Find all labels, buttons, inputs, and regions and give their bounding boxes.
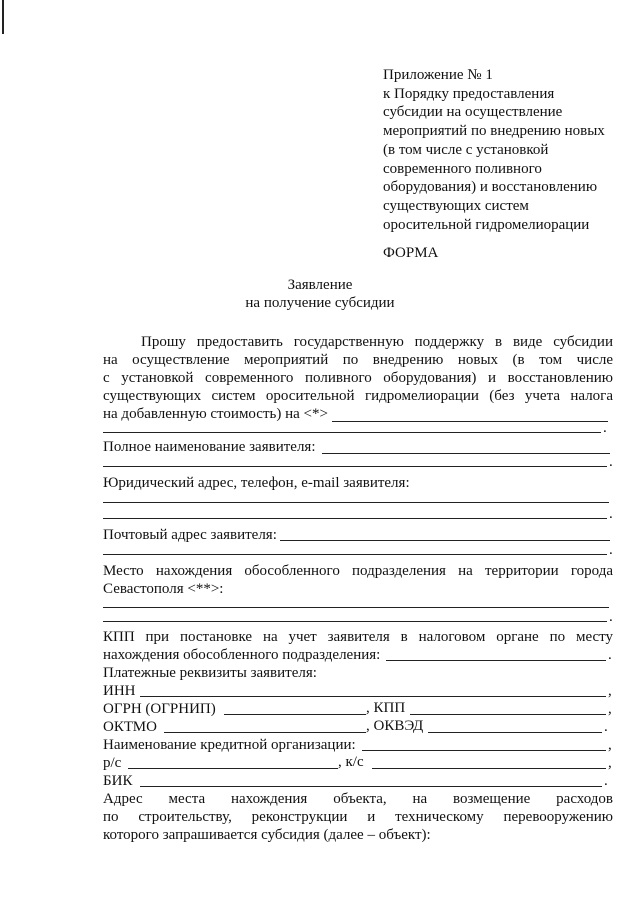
- kpp-label: , КПП: [366, 700, 406, 716]
- location-line-2-row: [103, 580, 613, 598]
- postal-address-field[interactable]: [280, 540, 610, 541]
- appendix-line: субсидии на осуществление: [383, 104, 563, 121]
- oktmo-label: ОКТМО: [103, 719, 157, 735]
- legal-address-field[interactable]: [103, 502, 609, 503]
- bik-label: БИК: [103, 773, 133, 789]
- appendix-line: оборудования) и восстановлению: [383, 179, 598, 196]
- intro-line-2: на осуществление мероприятий по внедрению новых (в том числе: [103, 352, 613, 368]
- kpp-line-1: КПП при постановке на учет заявителя в налоговом органе по месту: [103, 629, 613, 645]
- corr-account-field[interactable]: [372, 768, 606, 769]
- document-subtitle: на получение субсидии: [245, 295, 395, 311]
- account-field[interactable]: [128, 768, 338, 769]
- legal-address-label: [103, 474, 613, 492]
- inn-row: [103, 682, 613, 700]
- oktmo-row: [103, 718, 613, 736]
- full-name-field[interactable]: [322, 453, 610, 454]
- intro-line-1: Прошу предоставить государственную поддержку в виде субсидии: [141, 334, 613, 350]
- appendix-line: существующих систем: [383, 197, 529, 214]
- bik-field[interactable]: [140, 786, 602, 787]
- legal-address-label-text: Юридический адрес, телефон, e-mail заявителя:: [103, 475, 410, 491]
- appendix-header: [383, 66, 623, 234]
- appendix-line: (в том числе с установкой: [383, 141, 549, 158]
- location-line-1: Место нахождения обособленного подразделения на территории города: [103, 563, 613, 579]
- appendix-line: Приложение № 1: [383, 67, 493, 83]
- postal-address-label: [103, 526, 613, 544]
- location-field-2[interactable]: [103, 621, 607, 622]
- okved-label: , ОКВЭД: [366, 718, 424, 734]
- kpp-line-2: нахождения обособленного подразделения:: [103, 647, 381, 663]
- inn-label: ИНН: [103, 683, 136, 699]
- inn-field[interactable]: [140, 696, 606, 697]
- full-name-label-text: Полное наименование заявителя:: [103, 439, 316, 455]
- comma: ,: [608, 755, 612, 771]
- ogrn-row: [103, 700, 613, 718]
- kpp-field[interactable]: [386, 660, 606, 661]
- amount-input-line[interactable]: [332, 421, 608, 422]
- intro-line-4: существующих систем оросительной гидромелиорации (без учета налога: [103, 388, 613, 404]
- form-label: ФОРМА: [383, 245, 439, 261]
- period: .: [608, 647, 612, 663]
- object-address-line-1: Адрес места нахождения объекта, на возмещение расходов: [103, 791, 613, 807]
- intro-line-3: с установкой современного поливного оборудования) и восстановлению: [103, 370, 613, 386]
- account-label: р/с: [103, 755, 122, 771]
- appendix-line: к Порядку предоставления: [383, 85, 555, 102]
- period: .: [603, 420, 607, 436]
- bank-name-field[interactable]: [362, 750, 606, 751]
- object-address-line-3: которого запрашивается субсидия (далее – объект):: [103, 827, 431, 843]
- period: .: [604, 719, 608, 735]
- bik-row: [103, 772, 613, 790]
- period: .: [609, 454, 613, 470]
- ogrn-field[interactable]: [224, 714, 366, 715]
- payment-details-label-text: Платежные реквизиты заявителя:: [103, 665, 317, 681]
- kpp-line-2-row: [103, 646, 613, 664]
- document-title: Заявление: [287, 277, 353, 293]
- payment-details-label: [103, 664, 613, 682]
- comma: ,: [608, 737, 612, 753]
- comma: ,: [608, 683, 612, 699]
- corr-account-label: , к/с: [338, 754, 364, 770]
- postal-address-label-text: Почтовый адрес заявителя:: [103, 527, 277, 543]
- object-address-line-3-row: [103, 826, 613, 844]
- bank-name-label: Наименование кредитной организации:: [103, 737, 356, 753]
- full-name-field-2[interactable]: [103, 466, 607, 467]
- object-address-line-2: по строительству, реконструкции и техническому перевооружению: [103, 809, 613, 825]
- comma: ,: [608, 701, 612, 717]
- appendix-line: современного поливного: [383, 160, 542, 177]
- ogrn-label: ОГРН (ОГРНИП): [103, 701, 216, 717]
- location-field[interactable]: [103, 607, 609, 608]
- location-line-2: Севастополя <**>:: [103, 581, 224, 597]
- appendix-line: мероприятий по внедрению новых: [383, 123, 605, 140]
- period: .: [609, 542, 613, 558]
- oktmo-field[interactable]: [164, 732, 366, 733]
- period: .: [604, 773, 608, 789]
- appendix-line: оросительной гидромелиорации: [383, 216, 590, 233]
- period: .: [609, 506, 613, 522]
- intro-line-5: на добавленную стоимость) на <*>: [103, 406, 328, 422]
- bank-row: [103, 736, 613, 754]
- kpp-short-field[interactable]: [410, 714, 606, 715]
- legal-address-field-2[interactable]: [103, 518, 607, 519]
- scan-edge-mark: [2, 0, 4, 34]
- amount-input-line-2[interactable]: [103, 432, 601, 433]
- okved-field[interactable]: [428, 732, 602, 733]
- postal-address-field-2[interactable]: [103, 554, 607, 555]
- period: .: [609, 609, 613, 625]
